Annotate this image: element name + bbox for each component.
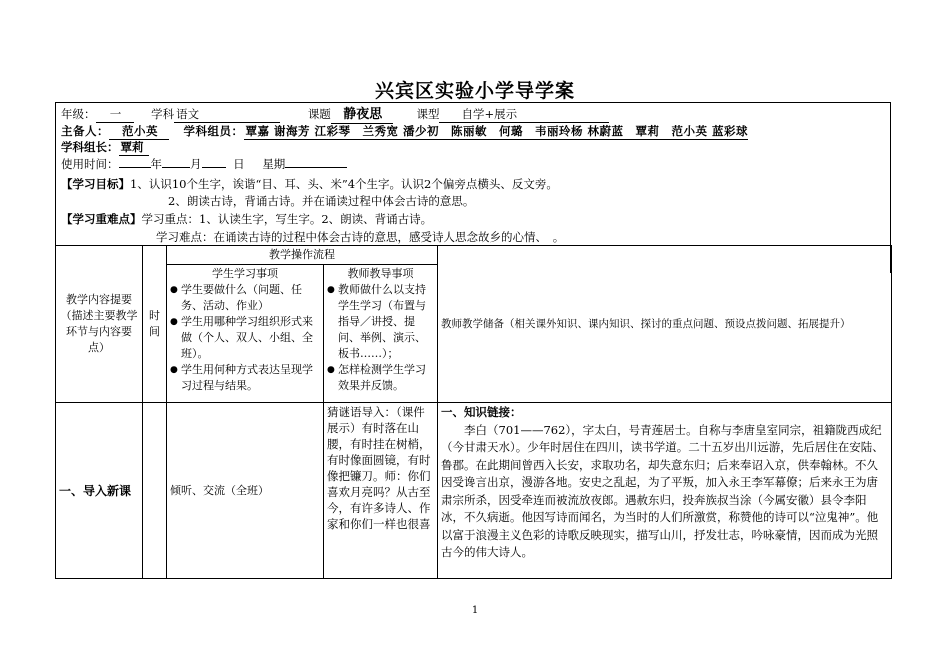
type-label: 课型 [416, 107, 440, 121]
flow-header: 教学操作流程 [167, 246, 438, 265]
type-value: 自学+展示 [439, 106, 609, 123]
group-label: 学科组员： [183, 124, 244, 138]
time-cell [143, 403, 167, 579]
col-content-header: 教学内容提要（描述主要教学环节与内容要点） [56, 246, 143, 403]
subject-label: 学科 [151, 107, 175, 121]
section-intro: 一、导入新课 [56, 403, 143, 579]
page-number: 1 [471, 605, 479, 616]
student-list [170, 282, 320, 394]
teacher-header: 教师教导事项 [347, 267, 414, 280]
student-column-header [167, 265, 324, 403]
leader-value: 覃莉 [119, 139, 149, 156]
goals-line-1 [61, 176, 558, 192]
knowledge-link-body: 李白（701——762），字太白，号青莲居士。自称与李唐皇室同宗，祖籍陇西成纪（今甘肃天水）。少年时居住在四川，读书学道。二十五岁出川远游，先后居住在安陆、鲁郡。在此期间曾西入长安，求取功名，却失意东归；后来奉诏入京，供奉翰林。不久因受谗言出京，漫游各地。安史之乱起，为了平叛，加入永王李军幕僚；后来永王为唐肃宗所杀，因受牵连而被流放夜郎。遇赦东归，投奔族叔当涂（今属安徽）县令李阳冰，不久病逝。他因写诗而闻名，为当时的人们所激赏，称赞他的诗可以“泣鬼神”。他以富于浪漫主义色彩的诗歌反映现实，描写山川，抒发壮志，吟咏豪情，因而成为光照古今的伟大诗人。 [441, 422, 884, 559]
col-time-header: 时间 [143, 246, 167, 403]
goals-text-2: 2、朗读古诗，背诵古诗。并在诵读过程中体会古诗的意思。 [168, 194, 475, 208]
time-label: 使用时间： [61, 157, 119, 171]
teacher-item: ● 怎样检测学生学习效果并反馈。 [327, 362, 434, 394]
keypoints-text-1: 学习重点：1、认读生字，写生字。2、朗读、背诵古诗。 [141, 212, 433, 226]
group-value: 覃嘉 谢海芳 江彩琴 兰秀宽 潘少初 陈丽敏 何璐 韦丽玲杨 林蔚蓝 覃莉 范小英 蓝彩球 [245, 124, 749, 138]
leader-line [61, 139, 149, 156]
student-item: ● 学生要做什么（问题、任务、活动、作业） [170, 282, 320, 314]
time-line [61, 156, 347, 172]
grade-value: 一 [96, 106, 134, 123]
subject-value: 语文 [174, 106, 280, 123]
student-header: 学生学习事项 [212, 267, 278, 280]
goals-text-1: 1、认识10个生字，诶谐“目、耳、头、米”4个生字。认识2个偏旁点横头、反文旁。 [130, 177, 558, 191]
teacher-column-header [324, 265, 438, 403]
teacher-list [327, 282, 434, 394]
time-day: 日 [233, 157, 245, 171]
grade-label: 年级： [61, 107, 96, 121]
intro-student-activity: 倾听、交流（全班） [167, 403, 324, 579]
leader-label: 学科组长： [61, 140, 119, 154]
student-item: ● 学生用何种方式表达呈现学习过程与结果。 [170, 362, 320, 394]
keypoints-line-1 [61, 211, 432, 227]
student-item: ● 学生用哪种学习组织形式来做（个人、双人、小组、全班）。 [170, 314, 320, 362]
lead-label: 主备人： [61, 124, 109, 138]
lesson-table [55, 245, 892, 579]
time-year: 年 [150, 157, 162, 171]
keypoints-label: 【学习重难点】 [61, 212, 142, 226]
intro-prep-cell [438, 403, 892, 579]
prep-header: 教师教学储备（相关课外知识、课内知识、探讨的重点问题、预设点拨问题、拓展提升） [438, 246, 892, 403]
goals-label: 【学习目标】 [61, 177, 130, 191]
intro-teacher-activity: 猜谜语导入：（课件展示）有时落在山腰，有时挂在树梢，有时像面圆镜，有时像把镰刀。师：你们喜欢月亮吗？从古至今，有许多诗人、作家和你们一样也很喜 [324, 403, 438, 579]
teacher-item: ● 教师做什么以支持学生学习（布置与指导／讲授、提问、举例、演示、板书……）； [327, 282, 434, 362]
keypoints-text-2: 学习难点：在诵读古诗的过程中体会古诗的意思，感受诗人思念故乡的心情、 。 [156, 230, 565, 244]
time-month: 月 [190, 157, 202, 171]
lesson-label: 课题 [307, 107, 331, 121]
time-week: 星期 [262, 157, 286, 171]
document-title: 兴宾区实验小学导学案 [374, 80, 575, 102]
preparers-line [61, 123, 748, 140]
knowledge-link-title: 一、知识链接： [441, 405, 522, 419]
lesson-value: 静夜思 [331, 107, 393, 124]
meta-line [61, 106, 609, 124]
lead-value: 范小英 [109, 123, 169, 140]
